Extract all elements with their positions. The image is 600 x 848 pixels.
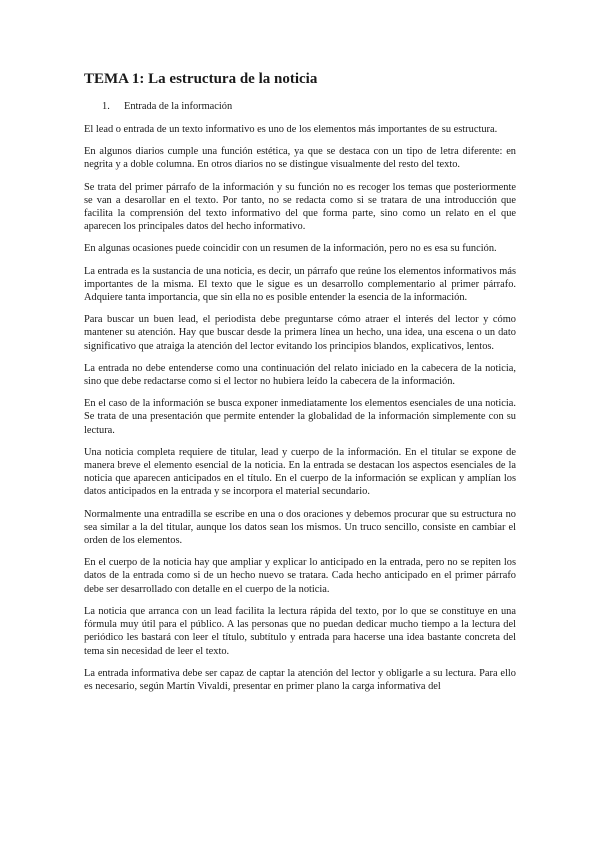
paragraph: Normalmente una entradilla se escribe en una o dos oraciones y debemos procurar que su estructura no sea similar a la del titular, aunque los datos sean los mismos. Un truco sencillo, consiste en cambiar el orden de los elementos. bbox=[84, 508, 516, 547]
paragraph: En algunos diarios cumple una función estética, ya que se destaca con un tipo de letra diferente: en negrita y a doble columna. En otros diarios no se distingue visualmente del resto del texto. bbox=[84, 146, 516, 171]
section-number: 1. bbox=[102, 101, 110, 112]
paragraph: En el caso de la información se busca exponer inmediatamente los elementos esenciales de una noticia. Se trata de una presentación que permite entender la globalidad de la información simplemente con su lectura. bbox=[84, 398, 516, 436]
section-label: Entrada de la información bbox=[124, 101, 233, 112]
paragraph: En algunas ocasiones puede coincidir con un resumen de la información, pero no es esa su función. bbox=[84, 243, 497, 255]
document-title: TEMA 1: La estructura de la noticia bbox=[84, 71, 318, 87]
paragraph: La entrada no debe entenderse como una continuación del relato iniciado en la cabecera de la noticia, sino que debe redactarse como si el lector no hubiera leído la cabecera de la información. bbox=[84, 362, 516, 388]
section-heading bbox=[84, 100, 516, 113]
paragraph: El lead o entrada de un texto informativo es uno de los elementos más importantes de su estructura. bbox=[84, 124, 498, 135]
paragraph: La entrada informativa debe ser capaz de captar la atención del lector y obligarle a su lectura. Para ello es necesario, según Martín Vivaldi, presentar en primer plano la carga informativa del bbox=[84, 667, 516, 692]
paragraph: La noticia que arranca con un lead facilita la lectura rápida del texto, por lo que se constituye en una fórmula muy útil para el público. A las personas que no puedan dedicar mucho tiempo a la lectura del periódico les bastará con leer el título, subtítulo y entrada para hacerse una idea bastante concreta del tema sin necesidad de leer el texto. bbox=[84, 605, 516, 657]
paragraph: En el cuerpo de la noticia hay que ampliar y explicar lo anticipado en la entrada, pero no se repiten los datos de la entrada como si de un hecho nuevo se tratara. Cada hecho anticipado en el primer párrafo debe ser desarrollado con detalle en el cuerpo de la noticia. bbox=[84, 557, 516, 595]
paragraph: Una noticia completa requiere de titular, lead y cuerpo de la información. En el titular se expone de manera breve el elemento esencial de la noticia. En la entrada se destacan los aspectos esenciales de la noticia que aparecen anticipados en el título. En el cuerpo de la información se explican y amplían los datos anticipados en la entrada y se incorpora el material secundario. bbox=[84, 446, 516, 498]
paragraph: Se trata del primer párrafo de la información y su función no es recoger los temas que posteriormente se van a desarollar en el texto. Por tanto, no se redacta como si se tratara de una introducción que facilita la comprensión del texto informativo del que forma parte, sino como un relato en el que aparecen los principales datos del hecho informativo. bbox=[84, 181, 516, 233]
paragraph: Para buscar un buen lead, el periodista debe preguntarse cómo atraer el interés del lector y cómo mantener su atención. Hay que buscar desde la primera línea un hecho, una idea, una escena o un dato significativo que atraiga la atención del lector evitando los principios blandos, explicativos, lentos. bbox=[84, 314, 516, 352]
paragraph: La entrada es la sustancia de una noticia, es decir, un párrafo que reúne los elementos informativos más importantes de la misma. El texto que le sigue es un desarrollo complementario al primer párrafo. Adquiere tanta importancia, que sin ella no es posible entender la esencia de la información. bbox=[84, 265, 516, 304]
